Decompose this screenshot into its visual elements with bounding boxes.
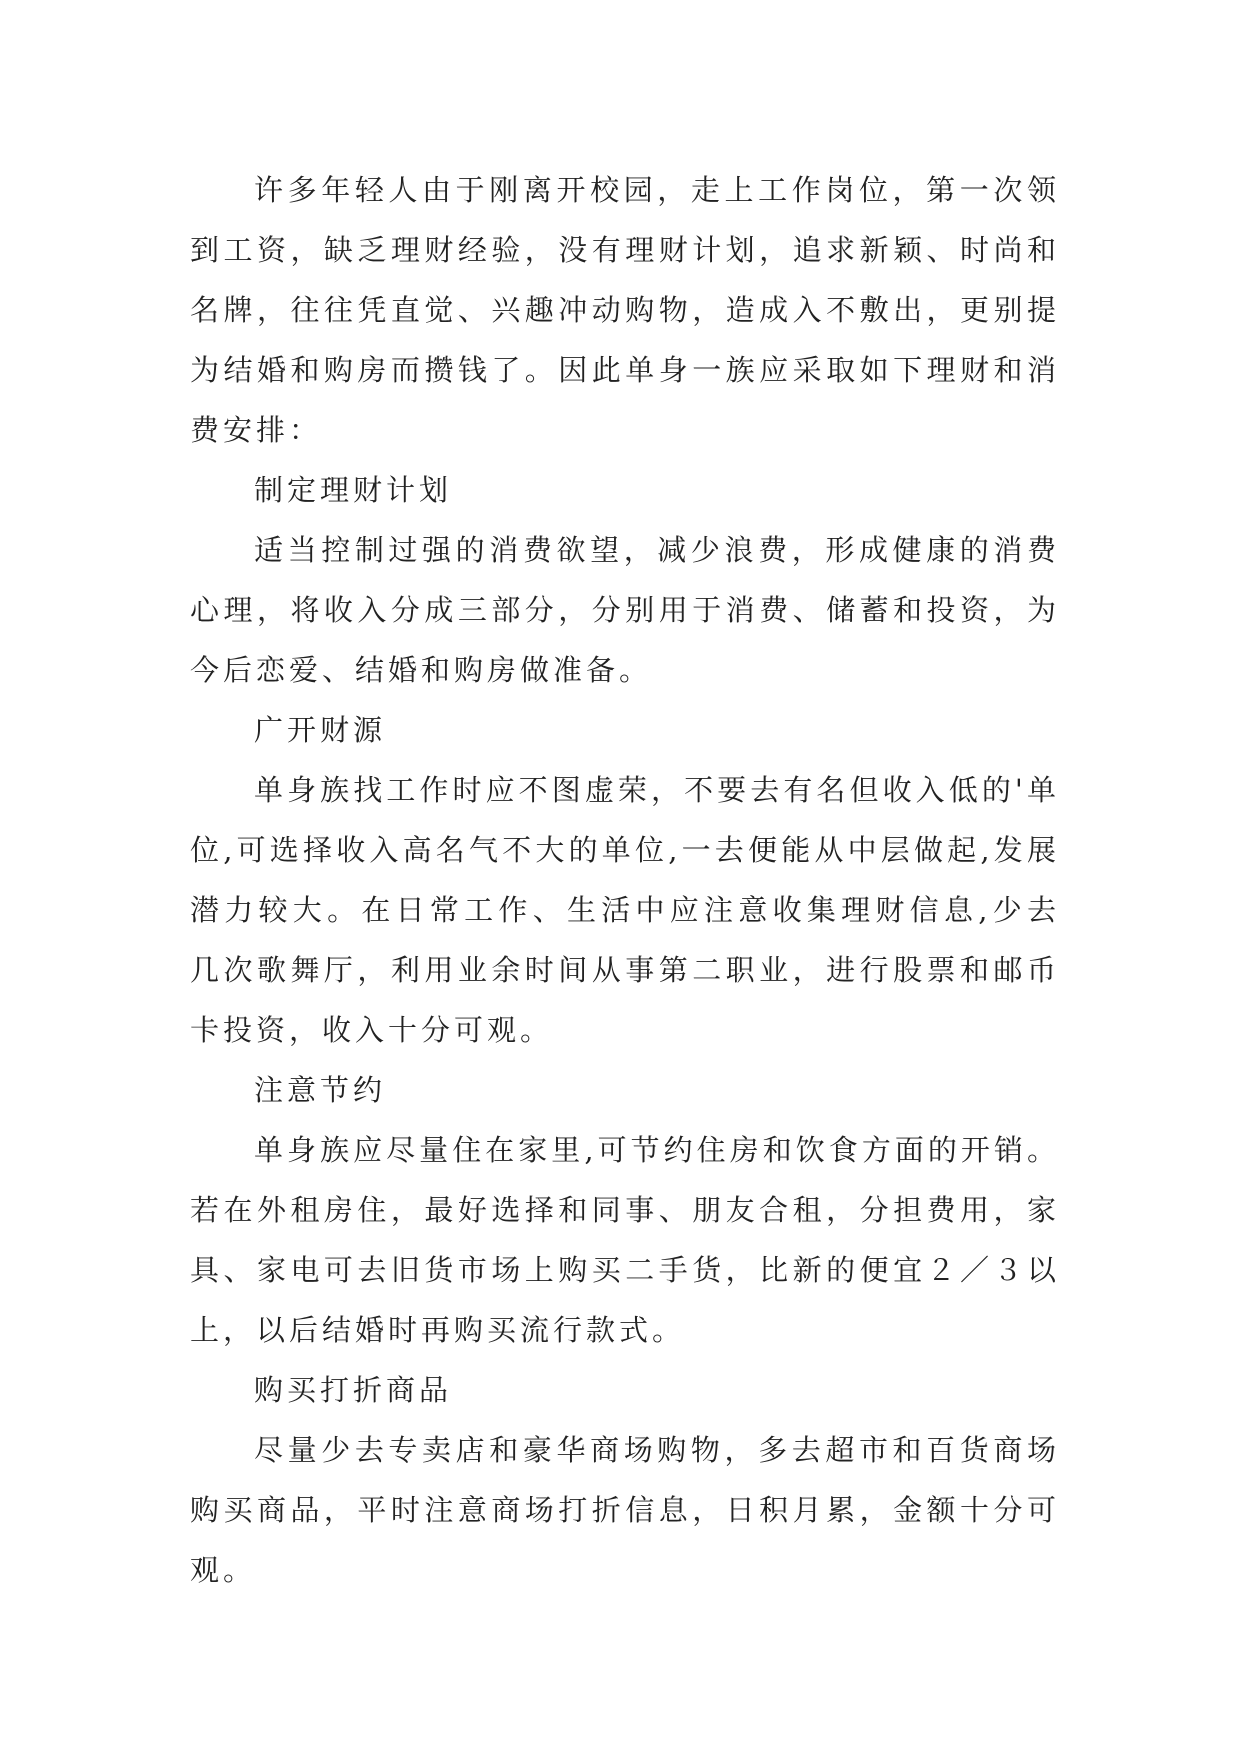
plan-paragraph: 适当控制过强的消费欲望，减少浪费，形成健康的消费心理，将收入分成三部分，分别用于消费、储蓄和投资，为今后恋爱、结婚和购房做准备。 bbox=[190, 533, 1060, 687]
saving-paragraph: 单身族应尽量住在家里,可节约住房和饮食方面的开销。若在外租房住，最好选择和同事、朋友合租，分担费用，家具、家电可去旧货市场上购买二手货，比新的便宜２／３以上，以后结婚时再购买流行款式。 bbox=[190, 1133, 1060, 1347]
section-heading-discount: 购买打折商品 bbox=[254, 1373, 453, 1407]
discount-paragraph: 尽量少去专卖店和豪华商场购物，多去超市和百货商场购买商品，平时注意商场打折信息，日积月累，金额十分可观。 bbox=[190, 1433, 1060, 1587]
document-body bbox=[190, 160, 1060, 1600]
section-heading-plan: 制定理财计划 bbox=[254, 473, 453, 507]
section-heading-income: 广开财源 bbox=[254, 713, 387, 747]
section-heading-saving: 注意节约 bbox=[254, 1073, 387, 1107]
intro-paragraph: 许多年轻人由于刚离开校园，走上工作岗位，第一次领到工资，缺乏理财经验，没有理财计划，追求新颖、时尚和名牌，往往凭直觉、兴趣冲动购物，造成入不敷出，更别提为结婚和购房而攒钱了。因此单身一族应采取如下理财和消费安排： bbox=[190, 173, 1060, 447]
income-paragraph: 单身族找工作时应不图虚荣，不要去有名但收入低的'单位,可选择收入高名气不大的单位,一去便能从中层做起,发展潜力较大。在日常工作、生活中应注意收集理财信息,少去几次歌舞厅，利用业余时间从事第二职业，进行股票和邮币卡投资，收入十分可观。 bbox=[190, 773, 1060, 1047]
